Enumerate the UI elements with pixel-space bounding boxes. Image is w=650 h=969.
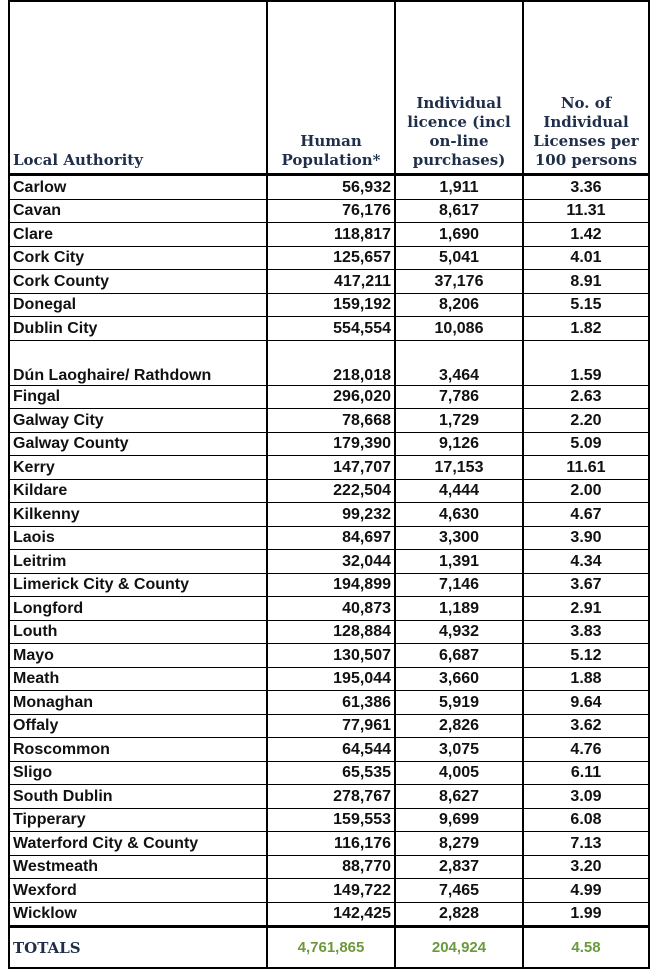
cell-per-100: 4.99 xyxy=(523,879,649,903)
table-row xyxy=(9,855,649,879)
header-row xyxy=(9,1,649,175)
cell-per-100: 1.59 xyxy=(523,340,649,385)
cell-population: 222,504 xyxy=(267,479,395,503)
cell-population: 64,544 xyxy=(267,738,395,762)
cell-population: 77,961 xyxy=(267,714,395,738)
table-row xyxy=(9,620,649,644)
cell-per-100: 11.31 xyxy=(523,199,649,223)
table-row xyxy=(9,832,649,856)
cell-local-authority: Donegal xyxy=(9,293,267,317)
cell-population: 118,817 xyxy=(267,223,395,247)
table-row xyxy=(9,432,649,456)
table-row xyxy=(9,175,649,200)
cell-population: 78,668 xyxy=(267,409,395,433)
cell-local-authority: Laois xyxy=(9,526,267,550)
cell-local-authority: Clare xyxy=(9,223,267,247)
header-local-authority: Local Authority xyxy=(9,1,267,175)
cell-licences: 8,617 xyxy=(395,199,523,223)
cell-per-100: 2.00 xyxy=(523,479,649,503)
table-row xyxy=(9,902,649,927)
table-row xyxy=(9,785,649,809)
cell-licences: 4,630 xyxy=(395,503,523,527)
cell-per-100: 3.83 xyxy=(523,620,649,644)
cell-licences: 4,005 xyxy=(395,761,523,785)
cell-population: 130,507 xyxy=(267,644,395,668)
table-row xyxy=(9,456,649,480)
cell-licences: 9,699 xyxy=(395,808,523,832)
cell-local-authority: Sligo xyxy=(9,761,267,785)
table-row xyxy=(9,761,649,785)
cell-population: 88,770 xyxy=(267,855,395,879)
cell-local-authority: Leitrim xyxy=(9,550,267,574)
cell-licences: 2,837 xyxy=(395,855,523,879)
cell-population: 116,176 xyxy=(267,832,395,856)
cell-population: 417,211 xyxy=(267,270,395,294)
cell-licences: 2,828 xyxy=(395,902,523,927)
cell-local-authority: Mayo xyxy=(9,644,267,668)
cell-population: 147,707 xyxy=(267,456,395,480)
cell-licences: 37,176 xyxy=(395,270,523,294)
cell-local-authority: Kildare xyxy=(9,479,267,503)
totals-row xyxy=(9,927,649,969)
cell-local-authority: Dún Laoghaire/ Rathdown xyxy=(9,340,267,385)
cell-per-100: 3.09 xyxy=(523,785,649,809)
cell-local-authority: Kilkenny xyxy=(9,503,267,527)
cell-population: 56,932 xyxy=(267,175,395,200)
cell-per-100: 3.20 xyxy=(523,855,649,879)
cell-population: 40,873 xyxy=(267,597,395,621)
cell-local-authority: Fingal xyxy=(9,385,267,409)
totals-licences: 204,924 xyxy=(395,927,523,969)
totals-label: TOTALS xyxy=(9,927,267,969)
cell-licences: 1,690 xyxy=(395,223,523,247)
table-row xyxy=(9,691,649,715)
cell-licences: 7,146 xyxy=(395,573,523,597)
cell-licences: 10,086 xyxy=(395,317,523,341)
cell-per-100: 4.34 xyxy=(523,550,649,574)
cell-per-100: 9.64 xyxy=(523,691,649,715)
cell-per-100: 3.62 xyxy=(523,714,649,738)
cell-local-authority: Longford xyxy=(9,597,267,621)
cell-licences: 1,729 xyxy=(395,409,523,433)
cell-licences: 3,075 xyxy=(395,738,523,762)
cell-licences: 1,189 xyxy=(395,597,523,621)
table-row xyxy=(9,479,649,503)
cell-licences: 3,660 xyxy=(395,667,523,691)
table-row xyxy=(9,644,649,668)
cell-local-authority: Dublin City xyxy=(9,317,267,341)
table-row xyxy=(9,293,649,317)
cell-licences: 5,919 xyxy=(395,691,523,715)
licence-table xyxy=(8,0,650,969)
cell-local-authority: Meath xyxy=(9,667,267,691)
cell-per-100: 7.13 xyxy=(523,832,649,856)
cell-local-authority: Westmeath xyxy=(9,855,267,879)
cell-licences: 3,300 xyxy=(395,526,523,550)
table-row xyxy=(9,573,649,597)
cell-per-100: 4.01 xyxy=(523,246,649,270)
cell-local-authority: Kerry xyxy=(9,456,267,480)
cell-licences: 3,464 xyxy=(395,340,523,385)
table-row xyxy=(9,385,649,409)
cell-licences: 4,932 xyxy=(395,620,523,644)
cell-per-100: 2.20 xyxy=(523,409,649,433)
table-row xyxy=(9,317,649,341)
table-row xyxy=(9,503,649,527)
cell-licences: 5,041 xyxy=(395,246,523,270)
cell-population: 149,722 xyxy=(267,879,395,903)
table-row xyxy=(9,879,649,903)
header-human-population: Human Population* xyxy=(267,1,395,175)
cell-local-authority: Monaghan xyxy=(9,691,267,715)
totals-population: 4,761,865 xyxy=(267,927,395,969)
cell-per-100: 5.09 xyxy=(523,432,649,456)
cell-per-100: 5.12 xyxy=(523,644,649,668)
cell-population: 278,767 xyxy=(267,785,395,809)
cell-local-authority: South Dublin xyxy=(9,785,267,809)
table-body xyxy=(9,175,649,927)
cell-licences: 8,206 xyxy=(395,293,523,317)
cell-licences: 1,391 xyxy=(395,550,523,574)
cell-licences: 4,444 xyxy=(395,479,523,503)
cell-per-100: 6.08 xyxy=(523,808,649,832)
cell-per-100: 3.90 xyxy=(523,526,649,550)
table-row xyxy=(9,550,649,574)
cell-local-authority: Roscommon xyxy=(9,738,267,762)
cell-population: 142,425 xyxy=(267,902,395,927)
cell-local-authority: Limerick City & County xyxy=(9,573,267,597)
cell-local-authority: Wicklow xyxy=(9,902,267,927)
cell-per-100: 8.91 xyxy=(523,270,649,294)
table-row xyxy=(9,270,649,294)
cell-per-100: 6.11 xyxy=(523,761,649,785)
cell-population: 218,018 xyxy=(267,340,395,385)
cell-per-100: 2.63 xyxy=(523,385,649,409)
cell-licences: 8,279 xyxy=(395,832,523,856)
cell-per-100: 5.15 xyxy=(523,293,649,317)
cell-licences: 6,687 xyxy=(395,644,523,668)
table-row xyxy=(9,597,649,621)
cell-local-authority: Louth xyxy=(9,620,267,644)
cell-population: 296,020 xyxy=(267,385,395,409)
table-row xyxy=(9,667,649,691)
table-row xyxy=(9,199,649,223)
cell-per-100: 4.67 xyxy=(523,503,649,527)
cell-population: 195,044 xyxy=(267,667,395,691)
cell-population: 125,657 xyxy=(267,246,395,270)
cell-licences: 7,786 xyxy=(395,385,523,409)
cell-population: 194,899 xyxy=(267,573,395,597)
cell-licences: 7,465 xyxy=(395,879,523,903)
totals-per-100: 4.58 xyxy=(523,927,649,969)
cell-licences: 2,826 xyxy=(395,714,523,738)
header-licences-per-100: No. of Individual Licenses per 100 persons xyxy=(523,1,649,175)
header-individual-licence: Individual licence (incl on-line purchases) xyxy=(395,1,523,175)
table-row xyxy=(9,808,649,832)
cell-licences: 1,911 xyxy=(395,175,523,200)
cell-local-authority: Offaly xyxy=(9,714,267,738)
cell-population: 65,535 xyxy=(267,761,395,785)
table-row xyxy=(9,714,649,738)
cell-local-authority: Wexford xyxy=(9,879,267,903)
cell-population: 159,553 xyxy=(267,808,395,832)
cell-per-100: 3.36 xyxy=(523,175,649,200)
cell-licences: 17,153 xyxy=(395,456,523,480)
cell-local-authority: Galway County xyxy=(9,432,267,456)
cell-population: 128,884 xyxy=(267,620,395,644)
cell-local-authority: Cavan xyxy=(9,199,267,223)
cell-population: 76,176 xyxy=(267,199,395,223)
cell-local-authority: Cork City xyxy=(9,246,267,270)
table-row xyxy=(9,246,649,270)
cell-per-100: 3.67 xyxy=(523,573,649,597)
cell-licences: 9,126 xyxy=(395,432,523,456)
cell-per-100: 1.88 xyxy=(523,667,649,691)
cell-population: 179,390 xyxy=(267,432,395,456)
cell-per-100: 4.76 xyxy=(523,738,649,762)
cell-per-100: 1.99 xyxy=(523,902,649,927)
table-row xyxy=(9,409,649,433)
cell-population: 61,386 xyxy=(267,691,395,715)
table-row xyxy=(9,738,649,762)
cell-local-authority: Tipperary xyxy=(9,808,267,832)
cell-local-authority: Galway City xyxy=(9,409,267,433)
table-row xyxy=(9,223,649,247)
cell-population: 99,232 xyxy=(267,503,395,527)
cell-licences: 8,627 xyxy=(395,785,523,809)
cell-population: 159,192 xyxy=(267,293,395,317)
cell-population: 32,044 xyxy=(267,550,395,574)
cell-per-100: 2.91 xyxy=(523,597,649,621)
cell-local-authority: Carlow xyxy=(9,175,267,200)
table-row xyxy=(9,340,649,385)
cell-per-100: 11.61 xyxy=(523,456,649,480)
table-row xyxy=(9,526,649,550)
cell-per-100: 1.82 xyxy=(523,317,649,341)
cell-population: 554,554 xyxy=(267,317,395,341)
cell-local-authority: Cork County xyxy=(9,270,267,294)
cell-per-100: 1.42 xyxy=(523,223,649,247)
cell-local-authority: Waterford City & County xyxy=(9,832,267,856)
cell-population: 84,697 xyxy=(267,526,395,550)
